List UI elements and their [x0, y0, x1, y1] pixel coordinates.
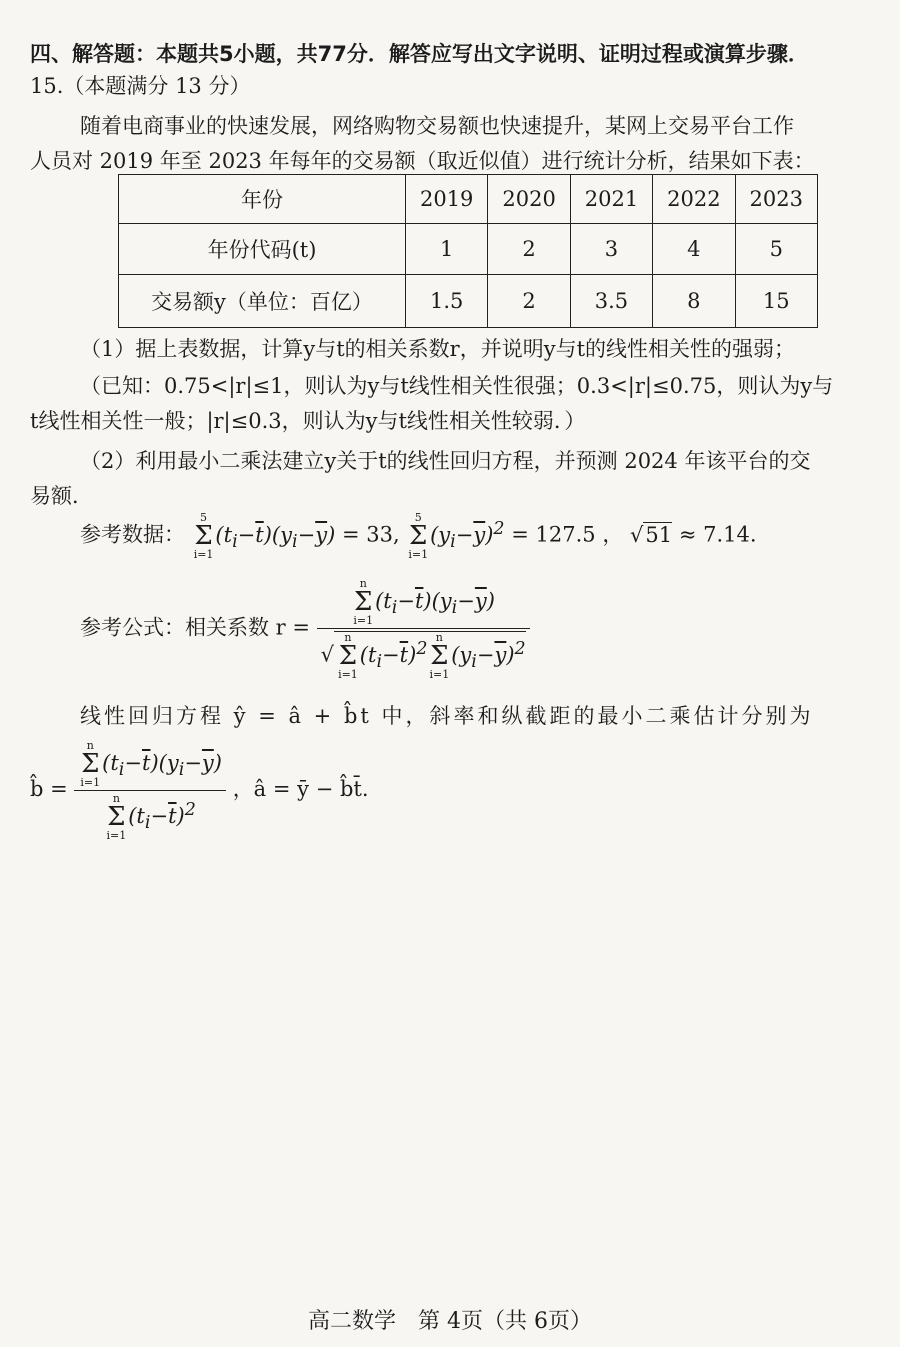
- correlation-fraction: n Σ i=1 $(t_i-\overline{t})(y_i-\overline{y})$ √ n Σ i=1 $(t_i-\overline{t})^2$ n Σ i=1 $(y_i-\overline{y})^2$: [317, 578, 530, 680]
- table-row-label: 交易额y（单位：百亿）: [119, 275, 406, 328]
- reference-data-label: 参考数据：: [80, 522, 185, 547]
- data-table: [118, 174, 818, 328]
- section-header: 四、解答题：本题共5小题，共77分．解答应写出文字说明、证明过程或演算步骤．: [30, 42, 809, 66]
- page-footer: 高二数学 第 4页（共 6页）: [308, 1309, 592, 1334]
- table-cell: 2: [488, 275, 570, 328]
- table-row-label: 年份代码(t): [119, 224, 406, 275]
- table-row-amount: [119, 275, 818, 328]
- table-row-year: [119, 175, 818, 224]
- math-term: $(y_i-\overline{y})^2$: [430, 518, 505, 552]
- b-hat-label: b̂ =: [30, 777, 68, 801]
- slope-fraction: n Σ i=1 $(t_i-\overline{t})(y_i-\overline{y})$ n Σ i=1 $(t_i-\overline{t})^2$: [74, 740, 226, 841]
- sum-symbol: 5 Σ i=1: [408, 511, 429, 561]
- table-cell: 2020: [488, 175, 570, 224]
- math-term: $(t_i-\overline{t})(y_i-\overline{y})$: [215, 522, 336, 552]
- table-cell: 3: [570, 224, 652, 275]
- table-row-code: [119, 224, 818, 275]
- table-cell: 2019: [406, 175, 488, 224]
- ref-value-1: = 33,: [341, 522, 400, 547]
- b-hat-formula: [30, 740, 369, 841]
- table-cell: 1.5: [406, 275, 488, 328]
- table-cell: 2021: [570, 175, 652, 224]
- sqrt-term: √51: [630, 522, 673, 547]
- table-cell: 2: [488, 224, 570, 275]
- part1-line1: （1）据上表数据，计算y与t的相关系数r，并说明y与t的线性相关性的强弱；: [80, 337, 796, 361]
- table-cell: 15: [735, 275, 817, 328]
- part1-line2: （已知：0.75<|r|≤1，则认为y与t线性相关性很强；0.3<|r|≤0.75，则认为y与: [80, 374, 834, 398]
- sum-symbol: 5 Σ i=1: [193, 511, 214, 561]
- table-cell: 3.5: [570, 275, 652, 328]
- problem-intro-line2: 人员对 2019 年至 2023 年每年的交易额（取近似值）进行统计分析，结果如下表：: [30, 149, 815, 173]
- regression-line: 线性回归方程 ŷ = â + b̂t 中，斜率和纵截距的最小二乘估计分别为: [80, 704, 814, 728]
- part2-line1: （2）利用最小二乘法建立y关于t的线性回归方程，并预测 2024 年该平台的交: [80, 449, 811, 473]
- table-cell: 4: [653, 224, 735, 275]
- ref-value-3: ≈ 7.14.: [678, 522, 757, 547]
- table-cell: 8: [653, 275, 735, 328]
- table-cell: 1: [406, 224, 488, 275]
- problem-number: 15.（本题满分 13 分）: [30, 74, 251, 98]
- a-hat-formula: ，â = ȳ − b̂t̄.: [232, 777, 369, 801]
- part2-line2: 易额．: [30, 484, 93, 508]
- problem-intro-line1: 随着电商事业的快速发展，网络购物交易额也快速提升，某网上交易平台工作: [80, 114, 794, 138]
- ref-value-2: = 127.5 ，: [511, 522, 624, 547]
- table-cell: 5: [735, 224, 817, 275]
- table-cell: 2022: [653, 175, 735, 224]
- reference-formula: [80, 578, 530, 680]
- reference-formula-label: 参考公式：相关系数 r =: [80, 615, 310, 640]
- table-cell: 2023: [735, 175, 817, 224]
- part1-line3: t线性相关性一般；|r|≤0.3，则认为y与t线性相关性较弱．）: [30, 409, 586, 433]
- table-row-label: 年份: [119, 175, 406, 224]
- reference-data: [80, 512, 757, 560]
